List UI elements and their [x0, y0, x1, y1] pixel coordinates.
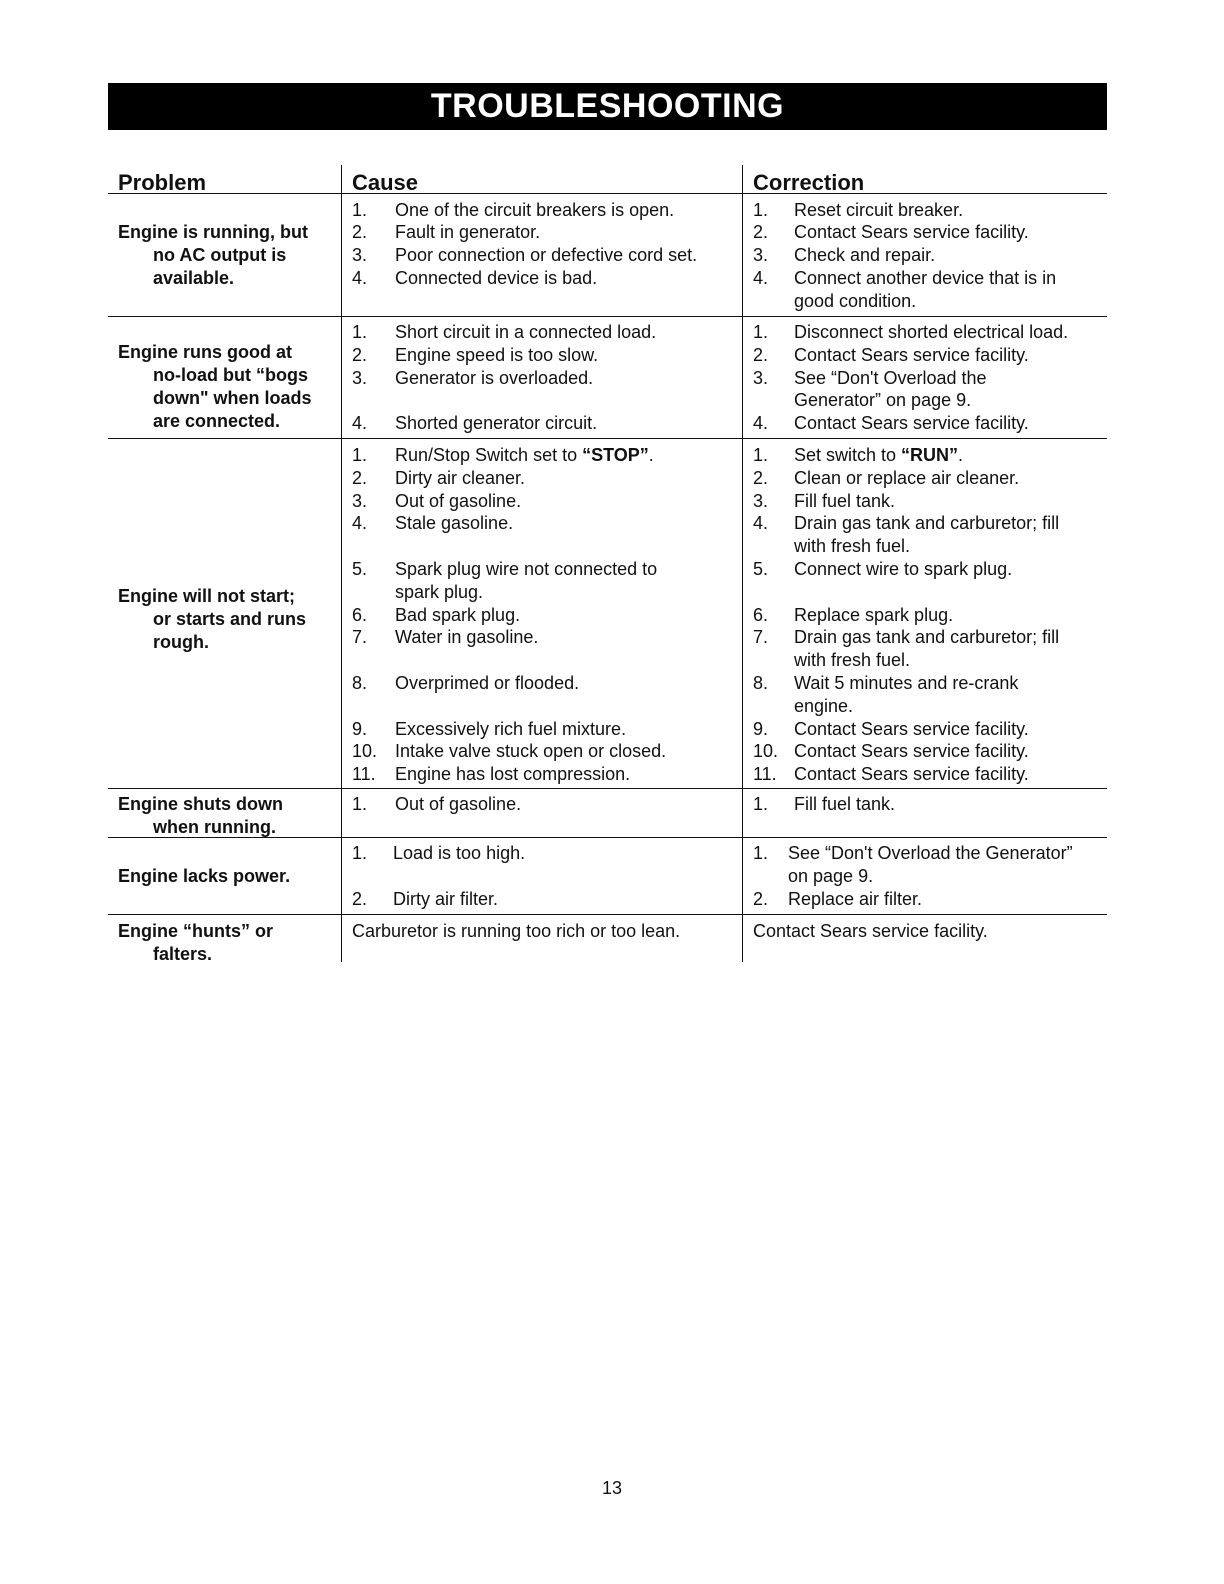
problem-label [118, 920, 338, 966]
problem-label-line: no-load but “bogs [153, 364, 308, 385]
problem-label-line: falters. [153, 944, 213, 964]
corrections-text [794, 490, 895, 513]
corrections-text [788, 888, 922, 911]
row-rule [108, 788, 1107, 789]
causes-text-span: Intake valve stuck open or closed. [395, 741, 667, 762]
cause-text: Carburetor is running too rich or too lean. [352, 921, 681, 941]
corrections-number: 1. [753, 445, 769, 465]
corrections-text [794, 290, 916, 313]
causes-text [395, 467, 525, 490]
corrections-number: 3. [753, 367, 769, 388]
corrections-text-span: Connect another device that is in [794, 267, 1057, 288]
corrections-number: 5. [753, 559, 769, 579]
causes-number: 11. [352, 764, 376, 785]
bold-keyword: “RUN” [901, 445, 959, 465]
causes-text-span: Load is too high. [393, 843, 526, 863]
corrections-text-span: Contact Sears service facility. [794, 344, 1029, 365]
row-rule [108, 438, 1107, 439]
corrections-text [788, 865, 873, 888]
causes-text-span: Water in gasoline. [395, 627, 539, 648]
corrections-text-span: Wait 5 minutes and re-crank [794, 673, 1019, 693]
corrections-text-span: Contact Sears service facility. [794, 764, 1029, 785]
problem-label [118, 793, 338, 839]
corrections-text-span: Replace air filter. [788, 888, 923, 909]
causes-text [395, 672, 579, 695]
problem-header: Problem [118, 170, 207, 195]
causes-text [395, 626, 538, 649]
causes-text-span: Generator is overloaded. [395, 367, 594, 388]
corrections-number: 1. [753, 322, 769, 342]
corrections-text-span: See “Don't Overload the [794, 367, 987, 388]
problem-label-line: or starts and runs [153, 609, 307, 630]
corrections-text [794, 444, 963, 467]
corrections-text-span: Generator” on page 9. [794, 390, 972, 411]
corrections-number: 3. [753, 490, 769, 511]
causes-number: 3. [352, 490, 368, 511]
corrections-text [794, 672, 1018, 695]
causes-number: 3. [352, 245, 368, 266]
corrections-text-span: Fill fuel tank. [794, 794, 896, 814]
problem-label [118, 221, 338, 290]
causes-number: 1. [352, 199, 368, 220]
corrections-number: 2. [753, 888, 769, 909]
corrections-number: 4. [753, 267, 769, 288]
corrections-text-span: Disconnect shorted electrical load. [794, 322, 1069, 342]
corrections-number: 8. [753, 673, 769, 693]
corrections-text [794, 740, 1029, 763]
causes-text [395, 344, 598, 367]
row-rule [108, 837, 1107, 838]
causes-text [395, 512, 513, 535]
causes-text [395, 267, 597, 290]
corrections-text-span: engine. [794, 695, 854, 716]
causes-text [395, 199, 674, 222]
corrections-number: 4. [753, 513, 769, 534]
causes-number: 2. [352, 888, 368, 909]
corrections-text-span: Set switch to [794, 445, 902, 465]
causes-number: 8. [352, 673, 368, 693]
causes-text-span: Engine speed is too slow. [395, 344, 599, 365]
corrections-text-span: Replace spark plug. [794, 604, 954, 625]
corrections-text [794, 199, 963, 222]
corrections-number: 2. [753, 467, 769, 488]
corrections-text [794, 321, 1068, 344]
causes-text [395, 581, 483, 604]
problem-label [118, 585, 338, 654]
corrections-text-span: with fresh fuel. [794, 536, 911, 557]
causes-text-span: Excessively rich fuel mixture. [395, 718, 627, 739]
corrections-text [794, 389, 971, 412]
corrections-text-span: Drain gas tank and carburetor; fill [794, 513, 1060, 534]
page-number: 13 [601, 1478, 623, 1498]
corrections-text-span: Connect wire to spark plug. [794, 559, 1013, 579]
causes-number: 6. [352, 604, 368, 625]
causes-number: 2. [352, 222, 368, 243]
corrections-text-span: Fill fuel tank. [794, 490, 896, 511]
corrections-text-span: Check and repair. [794, 245, 936, 266]
causes-number: 1. [352, 843, 368, 863]
header-rule [108, 193, 1107, 194]
causes-text-span: Stale gasoline. [395, 513, 514, 534]
corrections-text [794, 244, 935, 267]
corrections-text-span: Contact Sears service facility. [794, 413, 1029, 434]
causes-text [395, 444, 654, 467]
column-rule-cause [341, 165, 342, 962]
corrections-number: 11. [753, 764, 777, 785]
causes-text [393, 842, 525, 865]
corrections-text [794, 367, 987, 390]
causes-number: 3. [352, 367, 368, 388]
problem-label-line: Engine runs good at [118, 341, 292, 362]
causes-text-span: Out of gasoline. [395, 794, 522, 814]
causes-text [395, 490, 521, 513]
causes-text-span: Dirty air cleaner. [395, 467, 526, 488]
causes-number: 5. [352, 559, 368, 579]
causes-text [395, 244, 697, 267]
problem-label-line: when running. [153, 817, 276, 837]
causes-text-span: Short circuit in a connected load. [395, 322, 657, 342]
cause-header: Cause [352, 170, 419, 195]
causes-text [395, 221, 540, 244]
causes-text-span: Connected device is bad. [395, 267, 598, 288]
problem-label-line: Engine “hunts” or [118, 921, 273, 941]
problem-label-line: Engine will not start; [118, 586, 296, 607]
causes-number: 1. [352, 794, 368, 814]
problem-label-line: are connected. [153, 410, 281, 431]
correction-header: Correction [753, 170, 865, 195]
causes-number: 1. [352, 445, 368, 465]
corrections-text-span: Clean or replace air cleaner. [794, 467, 1020, 488]
correction-text: Contact Sears service facility. [753, 921, 988, 941]
problem-label [118, 341, 338, 433]
corrections-text-span: Drain gas tank and carburetor; fill [794, 627, 1060, 648]
causes-text [395, 718, 626, 741]
causes-text [395, 321, 656, 344]
corrections-number: 4. [753, 413, 769, 434]
corrections-text [794, 649, 910, 672]
page-title: TROUBLESHOOTING [108, 83, 1107, 130]
corrections-number: 6. [753, 604, 769, 625]
bold-keyword: “STOP” [582, 445, 649, 465]
corrections-text [794, 558, 1012, 581]
problem-label-line: no AC output is [153, 245, 287, 266]
corrections-number: 10. [753, 741, 779, 762]
corrections-text [794, 412, 1029, 435]
corrections-number: 1. [753, 199, 769, 220]
corrections-text [794, 344, 1029, 367]
corrections-number: 1. [753, 794, 769, 814]
corrections-text [794, 535, 910, 558]
causes-text [395, 793, 521, 816]
corrections-number: 1. [753, 843, 769, 863]
problem-label [118, 865, 338, 888]
punctuation: . [648, 445, 654, 465]
causes-number: 4. [352, 267, 368, 288]
corrections-text-span: See “Don't Overload the Generator” [788, 843, 1073, 863]
causes-text-span: Fault in generator. [395, 222, 541, 243]
problem-label-line: rough. [153, 632, 209, 653]
punctuation: . [958, 445, 964, 465]
causes-text-span: Out of gasoline. [395, 490, 522, 511]
row-rule [108, 316, 1107, 317]
corrections-text-span: good condition. [794, 290, 917, 311]
corrections-text [794, 221, 1029, 244]
corrections-text-span: on page 9. [788, 865, 874, 886]
causes-text-span: Bad spark plug. [395, 604, 521, 625]
corrections-text-span: Contact Sears service facility. [794, 741, 1029, 762]
causes-number: 7. [352, 627, 368, 648]
causes-text-span: Overprimed or flooded. [395, 673, 580, 693]
corrections-number: 3. [753, 245, 769, 266]
corrections-number: 2. [753, 344, 769, 365]
causes-number: 4. [352, 413, 368, 434]
causes-text-span: Shorted generator circuit. [395, 413, 598, 434]
corrections-text [794, 467, 1019, 490]
corrections-text [794, 763, 1029, 786]
corrections-number: 9. [753, 718, 769, 739]
causes-text-span: Engine has lost compression. [395, 764, 631, 785]
causes-text-span: Spark plug wire not connected to [395, 559, 658, 579]
causes-number: 9. [352, 718, 368, 739]
corrections-text [794, 718, 1029, 741]
problem-label-line: available. [153, 268, 235, 289]
corrections-number: 2. [753, 222, 769, 243]
corrections-text [794, 604, 953, 627]
causes-text [395, 558, 657, 581]
causes-text [395, 367, 593, 390]
problem-label-line: down" when loads [153, 387, 312, 408]
corrections-number: 7. [753, 627, 769, 648]
causes-text [395, 604, 520, 627]
problem-label-line: Engine shuts down [118, 794, 283, 814]
corrections-text [788, 842, 1073, 865]
corrections-text [794, 793, 895, 816]
corrections-text-span: with fresh fuel. [794, 650, 911, 671]
causes-text-span: Dirty air filter. [393, 888, 499, 909]
causes-text [395, 412, 597, 435]
causes-number: 2. [352, 467, 368, 488]
causes-text [395, 740, 666, 763]
problem-label-line: Engine is running, but [118, 222, 308, 243]
row-rule [108, 914, 1107, 915]
column-rule-correction [742, 165, 743, 962]
causes-text-span: spark plug. [395, 581, 484, 602]
corrections-text [794, 695, 853, 718]
causes-text-span: Poor connection or defective cord set. [395, 245, 698, 266]
causes-number: 1. [352, 322, 368, 342]
causes-number: 2. [352, 344, 368, 365]
corrections-text-span: Contact Sears service facility. [794, 222, 1029, 243]
corrections-text-span: Reset circuit breaker. [794, 199, 964, 220]
causes-text-span: Run/Stop Switch set to [395, 445, 583, 465]
corrections-text-span: Contact Sears service facility. [794, 718, 1029, 739]
corrections-text [794, 626, 1059, 649]
corrections-text [794, 267, 1056, 290]
causes-text [393, 888, 498, 911]
problem-label-line: Engine lacks power. [118, 865, 291, 886]
causes-number: 4. [352, 513, 368, 534]
causes-text [395, 763, 630, 786]
corrections-text [794, 512, 1059, 535]
causes-number: 10. [352, 741, 378, 762]
causes-text-span: One of the circuit breakers is open. [395, 199, 675, 220]
